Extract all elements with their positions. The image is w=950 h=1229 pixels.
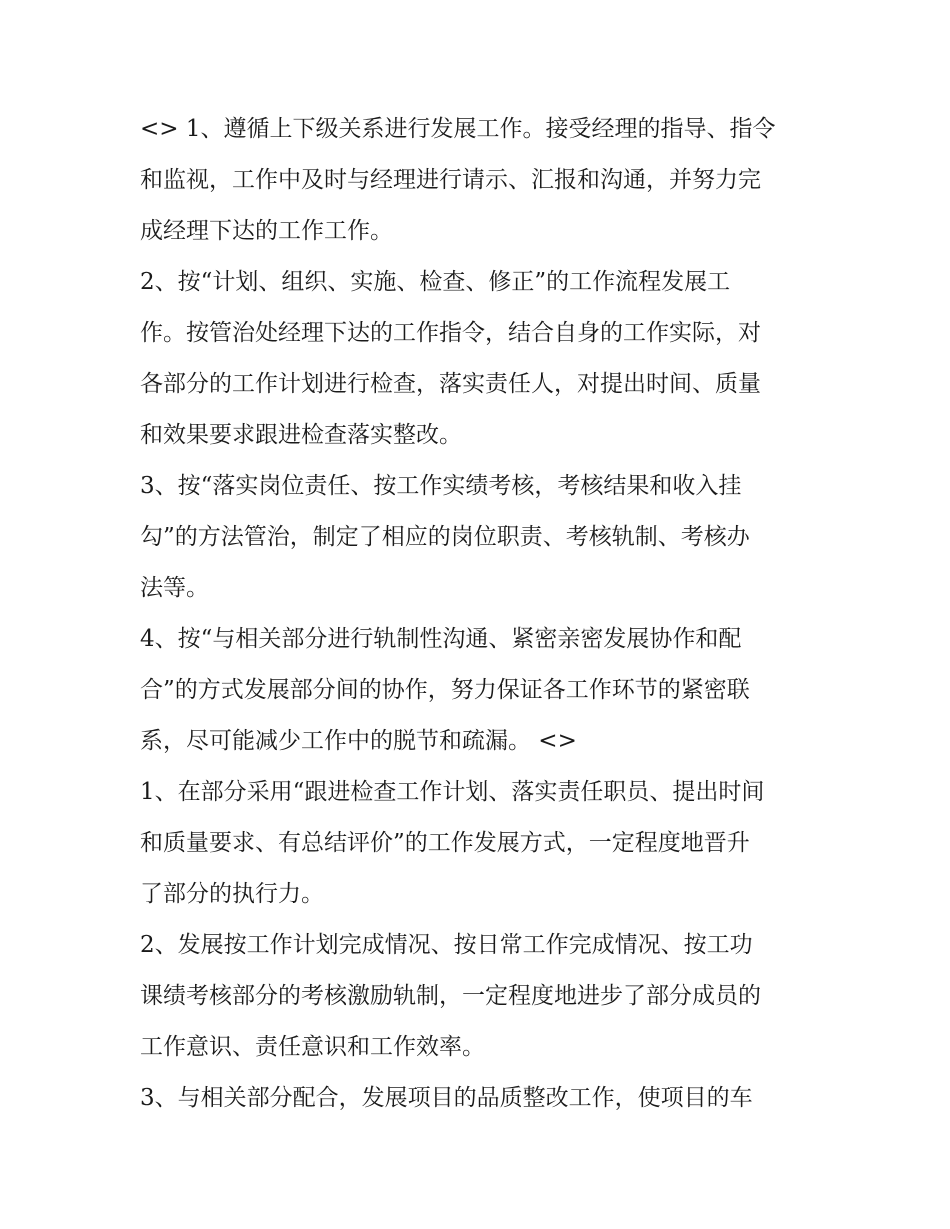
text-line: 4、按“与相关部分进行轨制性沟通、紧密亲密发展协作和配: [140, 626, 742, 652]
text-line: 2、按“计划、组织、实施、检查、修正”的工作流程发展工: [140, 269, 731, 295]
text-line: 和质量要求、有总结评价”的工作发展方式，一定程度地晋升: [140, 830, 750, 856]
text-line: 3、按“落实岗位责任、按工作实绩考核，考核结果和收入挂: [140, 473, 742, 499]
text-line: 了部分的执行力。: [140, 881, 324, 907]
text-line: 各部分的工作计划进行检查，落实责任人，对提出时间、质量: [140, 371, 761, 397]
text-line: 工作意识、责任意识和工作效率。: [140, 1034, 485, 1060]
text-line: 1、在部分采用“跟进检查工作计划、落实责任职员、提出时间: [140, 779, 765, 805]
text-line: 系，尽可能减少工作中的脱节和疏漏。 <>: [140, 728, 577, 754]
document-body: [140, 104, 820, 1124]
text-line: 作。按管治处经理下达的工作指令，结合自身的工作实际，对: [140, 320, 761, 346]
text-line: 法等。: [140, 575, 209, 601]
text-line: 和效果要求跟进检查落实整改。: [140, 422, 462, 448]
text-line: <> 1、遵循上下级关系进行发展工作。接受经理的指导、指令: [140, 116, 776, 142]
text-line: 成经理下达的工作工作。: [140, 218, 393, 244]
text-line: 2、发展按工作计划完成情况、按日常工作完成情况、按工功: [140, 932, 753, 958]
text-line: 课绩考核部分的考核激励轨制，一定程度地进步了部分成员的: [140, 983, 761, 1009]
text-line: 和监视，工作中及时与经理进行请示、汇报和沟通，并努力完: [140, 167, 761, 193]
text-line: 勾”的方法管治，制定了相应的岗位职责、考核轨制、考核办: [140, 524, 750, 550]
text-line: 合”的方式发展部分间的协作，努力保证各工作环节的紧密联: [140, 677, 750, 703]
text-line: 3、与相关部分配合，发展项目的品质整改工作，使项目的车: [140, 1085, 753, 1111]
